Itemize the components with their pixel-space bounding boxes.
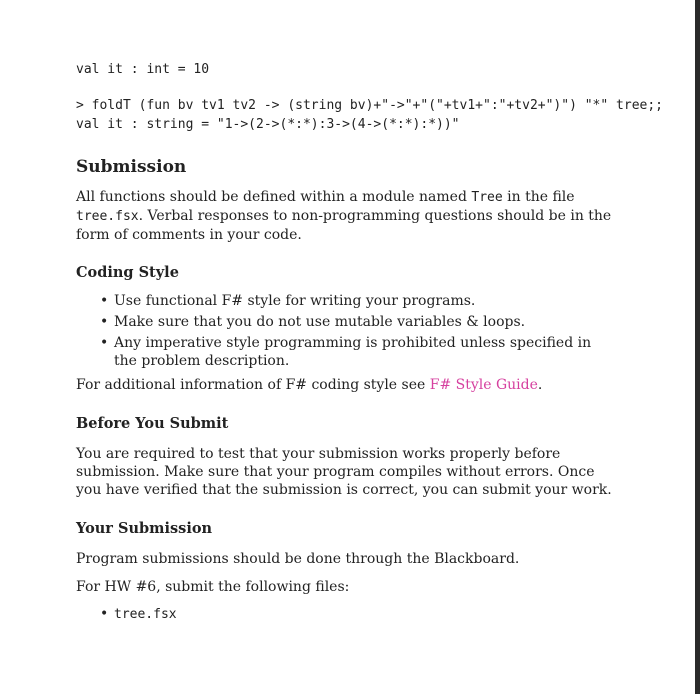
your-submission-text-2: For HW #6, submit the following files: bbox=[76, 579, 350, 595]
code-line-2: > foldT (fun bv tv1 tv2 -> (string bv)+"->"+"("+tv1+":"+tv2+")") "*" tree;; bbox=[76, 98, 663, 113]
bullet-icon: • bbox=[100, 335, 109, 351]
file-item: tree.fsx bbox=[114, 607, 177, 622]
bullet-icon: • bbox=[100, 606, 109, 622]
before-submit-paragraph: You are required to test that your submission works properly before submission. Make sure that your program compiles without errors. Once you have verified that the submission is correct, you can submit your work. bbox=[76, 446, 612, 498]
your-submission-text-1: Program submissions should be done through the Blackboard. bbox=[76, 551, 520, 567]
style-guide-link[interactable]: F# Style Guide bbox=[429, 377, 538, 393]
before-submit-heading: Before You Submit bbox=[76, 415, 229, 432]
submission-text-3: . Verbal responses to non-programming questions should be in the form of comments in your code. bbox=[76, 208, 612, 243]
submission-text-1: All functions should be defined within a module named bbox=[76, 189, 472, 205]
submission-text-2: in the file bbox=[502, 189, 575, 205]
code-line-1: val it : int = 10 bbox=[76, 62, 210, 77]
submission-paragraph bbox=[76, 188, 616, 244]
submission-heading: Submission bbox=[76, 157, 187, 177]
file-name: tree.fsx bbox=[76, 209, 139, 224]
your-submission-heading: Your Submission bbox=[76, 520, 213, 537]
coding-style-list bbox=[76, 292, 616, 373]
list-item: • Any imperative style programming is prohibited unless specified in the problem description. bbox=[100, 335, 592, 369]
coding-style-heading: Coding Style bbox=[76, 264, 179, 281]
coding-style-additional: For additional information of F# coding style see F# Style Guide. bbox=[76, 377, 543, 393]
bullet-icon: • bbox=[100, 314, 109, 330]
list-item bbox=[76, 605, 616, 624]
module-name: Tree bbox=[471, 190, 503, 205]
files-list bbox=[76, 605, 616, 627]
code-line-3: val it : string = "1->(2->(*:*):3->(4->(*:*):*))" bbox=[76, 117, 460, 132]
bullet-icon: • bbox=[100, 293, 109, 309]
list-item: • Make sure that you do not use mutable variables & loops. bbox=[100, 314, 526, 330]
scrollbar[interactable] bbox=[695, 0, 700, 694]
list-item: • Use functional F# style for writing your programs. bbox=[100, 293, 476, 309]
